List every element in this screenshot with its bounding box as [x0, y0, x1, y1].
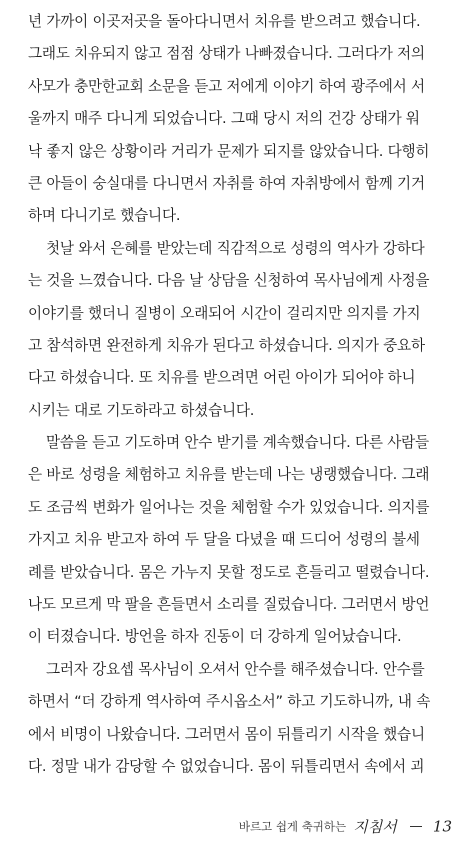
text-line: 사모가 충만한교회 소문을 듣고 저에게 이야기 하여 광주에서 서 [28, 77, 425, 95]
text-line: 년 가까이 이곳저곳을 돌아다니면서 치유를 받으려고 했습니다. [28, 13, 421, 30]
text-line: 가지고 치유 받고자 하여 두 달을 다녔을 때 드디어 성령의 불세 [28, 531, 420, 549]
paragraph-first-line: 말씀을 듣고 기도하며 안수 받기를 계속했습니다. 다른 사람들 [46, 434, 429, 452]
paragraph-first-line: 그러자 강요셉 목사님이 오셔서 안수를 해주셨습니다. 안수를 [46, 660, 425, 678]
text-line: 시키는 대로 기도하라고 하셨습니다. [28, 401, 255, 419]
text-line: 그래도 치유되지 않고 점점 상태가 나빠졌습니다. 그러다가 저의 [28, 45, 425, 63]
body-text [28, 6, 452, 783]
running-title: 바르고 쉽게 축귀하는 [238, 819, 347, 834]
text-line: 하면서 “더 강하게 역사하여 주시옵소서” 하고 기도하니까, 내 속 [28, 693, 431, 711]
text-line: 다. 정말 내가 감당할 수 없었습니다. 몸이 뒤틀리면서 속에서 괴 [28, 757, 425, 775]
running-title-brand: 지침서 [353, 818, 397, 836]
text-line: 이 터졌습니다. 방언을 하자 진동이 더 강하게 일어났습니다. [28, 628, 402, 646]
text-line: 례를 받았습니다. 몸은 가누지 못할 정도로 흔들리고 떨렸습니다. [28, 563, 430, 581]
footer-divider [410, 826, 422, 828]
text-line: 울까지 매주 다니게 되었습니다. 그때 당시 저의 건강 상태가 워 [28, 110, 420, 128]
text-line: 고 참석하면 완전하게 치유가 된다고 하셨습니다. 의지가 중요하 [28, 336, 425, 354]
text-line: 이야기를 했더니 질병이 오래되어 시간이 걸리지만 의지를 가지 [28, 304, 421, 322]
text-line: 다고 하셨습니다. 또 치유를 받으려면 어린 아이가 되어야 하니 [28, 369, 416, 387]
text-line: 는 것을 느꼈습니다. 다음 날 상담을 신청하여 목사님에게 사정을 [28, 272, 430, 290]
paragraph-first-line: 첫날 와서 은혜를 받았는데 직감적으로 성령의 역사가 강하다 [46, 239, 425, 257]
page-number: 13 [432, 817, 452, 836]
text-line: 은 바로 성령을 체험하고 치유를 받는데 나는 냉랭했습니다. 그래 [28, 466, 430, 484]
text-line: 하며 다니기로 했습니다. [28, 207, 181, 225]
text-line: 도 조금씩 변화가 일어나는 것을 체험할 수가 있었습니다. 의지를 [28, 498, 430, 516]
text-line: 낙 좋지 않은 상황이라 거리가 문제가 되지를 않았습니다. 다행히 [28, 142, 430, 160]
text-line: 나도 모르게 막 팔을 흔들면서 소리를 질렀습니다. 그러면서 방언 [28, 596, 430, 614]
text-line: 큰 아들이 숭실대를 다니면서 자취를 하여 자취방에서 함께 기거 [28, 174, 425, 192]
page-footer [0, 816, 452, 846]
text-line: 에서 비명이 나왔습니다. 그러면서 몸이 뒤틀리기 시작을 했습니 [28, 725, 425, 743]
